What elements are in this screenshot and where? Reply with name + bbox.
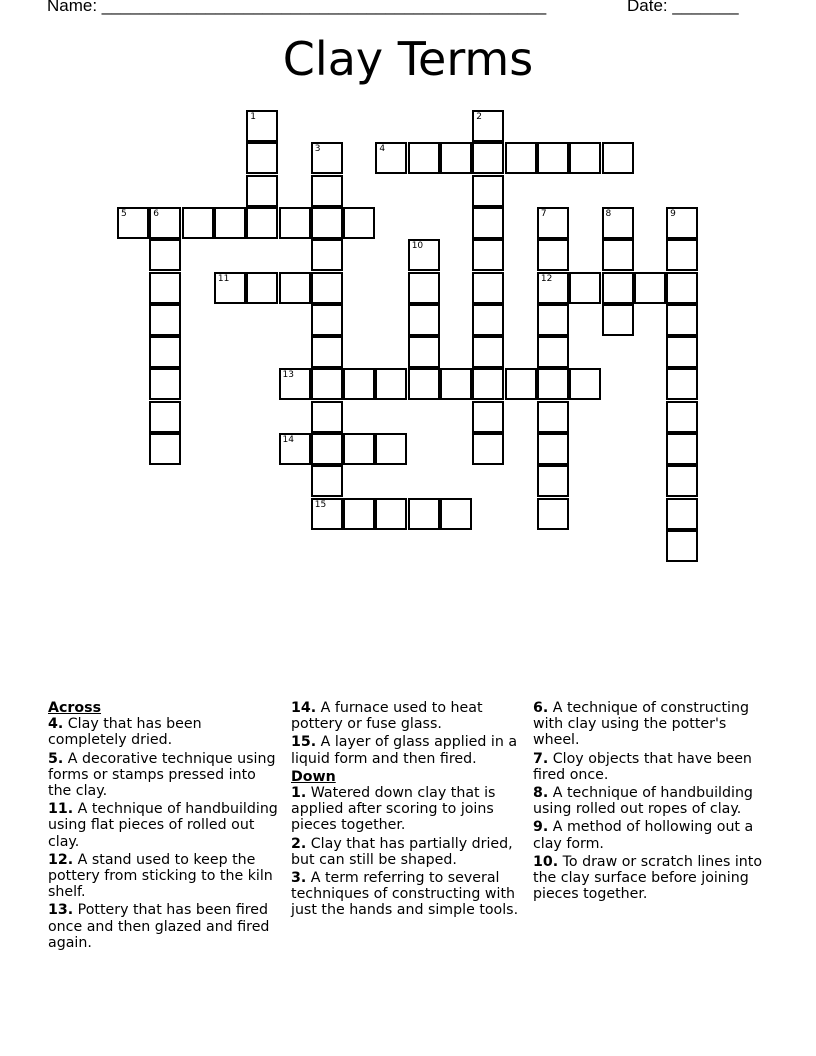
clue-text: A technique of constructing with clay using the potter's wheel. <box>533 700 749 749</box>
grid-cell[interactable] <box>537 336 569 368</box>
grid-cell[interactable] <box>343 368 375 400</box>
grid-cell[interactable] <box>311 433 343 465</box>
clue-text: A furnace used to heat pottery or fuse glass. <box>291 700 483 733</box>
grid-cell[interactable] <box>408 336 440 368</box>
grid-cell[interactable] <box>634 272 666 304</box>
clue-number: 3. <box>291 870 307 887</box>
grid-cell[interactable] <box>279 207 311 239</box>
grid-cell[interactable] <box>440 368 472 400</box>
cell-number: 4 <box>379 144 386 155</box>
clue-number: 8. <box>533 785 549 802</box>
grid-cell[interactable] <box>666 207 698 239</box>
cell-number: 5 <box>121 208 127 219</box>
date-field[interactable]: Date: _______ <box>627 0 739 15</box>
grid-cell[interactable] <box>311 272 343 304</box>
grid-cell[interactable] <box>311 465 343 497</box>
grid-cell[interactable] <box>246 207 278 239</box>
grid-cell[interactable] <box>666 272 698 304</box>
grid-cell[interactable] <box>375 433 407 465</box>
clue-number: 12. <box>48 851 74 868</box>
grid-cell[interactable] <box>279 433 311 465</box>
grid-cell[interactable] <box>537 239 569 271</box>
cell-number: 8 <box>605 208 612 219</box>
grid-cell[interactable] <box>149 401 181 433</box>
clue-text: A stand used to keep the pottery from sticking to the kiln shelf. <box>48 851 273 901</box>
grid-cell[interactable] <box>537 368 569 400</box>
clue-14 <box>291 700 529 732</box>
grid-cell[interactable] <box>408 272 440 304</box>
clue-2 <box>291 836 529 868</box>
grid-cell[interactable] <box>505 368 537 400</box>
grid-cell[interactable] <box>311 336 343 368</box>
grid-cell[interactable] <box>537 142 569 174</box>
clue-text: A technique of handbuilding using flat pieces of rolled out clay. <box>48 801 278 850</box>
clue-8 <box>533 785 773 817</box>
grid-cell[interactable] <box>472 207 504 239</box>
cell-number: 13 <box>282 370 294 381</box>
grid-cell[interactable] <box>246 175 278 207</box>
clue-15 <box>291 734 529 766</box>
clue-number: 7. <box>533 750 549 767</box>
cell-number: 7 <box>540 208 547 219</box>
clue-3 <box>291 870 529 919</box>
grid-cell[interactable] <box>472 239 504 271</box>
clue-text: A layer of glass applied in a liquid form and then fired. <box>291 734 518 767</box>
page-title: Clay Terms <box>282 32 534 86</box>
clue-11 <box>48 801 283 850</box>
clue-number: 15. <box>291 734 317 751</box>
grid-cell[interactable] <box>149 207 181 239</box>
clue-4 <box>48 716 283 748</box>
grid-cell[interactable] <box>569 142 601 174</box>
grid-cell[interactable] <box>666 401 698 433</box>
grid-cell[interactable] <box>343 207 375 239</box>
grid-cell[interactable] <box>246 272 278 304</box>
clue-number: 13. <box>48 902 74 919</box>
grid-cell[interactable] <box>440 498 472 530</box>
grid-cell[interactable] <box>472 272 504 304</box>
grid-cell[interactable] <box>117 207 149 239</box>
clue-number: 1. <box>291 785 307 802</box>
grid-cell[interactable] <box>311 207 343 239</box>
grid-cell[interactable] <box>537 272 569 304</box>
grid-cell[interactable] <box>472 368 504 400</box>
cell-number: 3 <box>314 144 321 155</box>
grid-cell[interactable] <box>440 142 472 174</box>
grid-cell[interactable] <box>311 142 343 174</box>
grid-cell[interactable] <box>375 142 407 174</box>
grid-cell[interactable] <box>602 272 634 304</box>
grid-cell[interactable] <box>149 433 181 465</box>
grid-cell[interactable] <box>472 433 504 465</box>
clue-1 <box>291 785 529 834</box>
grid-cell[interactable] <box>311 239 343 271</box>
clue-number: 4. <box>48 716 64 733</box>
clue-10 <box>533 854 773 903</box>
clue-7 <box>533 751 773 783</box>
grid-cell[interactable] <box>537 433 569 465</box>
clues-column-2 <box>291 700 529 921</box>
grid-cell[interactable] <box>311 175 343 207</box>
grid-cell[interactable] <box>214 272 246 304</box>
grid-cell[interactable] <box>537 401 569 433</box>
grid-cell[interactable] <box>375 368 407 400</box>
clue-text: Pottery that has been fired once and then glazed and fired again. <box>48 902 270 951</box>
grid-cell[interactable] <box>246 110 278 142</box>
clue-number: 9. <box>533 819 549 836</box>
cell-number: 9 <box>670 208 676 219</box>
grid-cell[interactable] <box>408 142 440 174</box>
grid-cell[interactable] <box>311 304 343 336</box>
grid-cell[interactable] <box>408 368 440 400</box>
clue-6 <box>533 700 773 749</box>
grid-cell[interactable] <box>537 207 569 239</box>
grid-cell[interactable] <box>666 465 698 497</box>
clue-5 <box>48 751 283 800</box>
grid-cell[interactable] <box>666 433 698 465</box>
across-heading: Across <box>48 700 102 716</box>
clue-12 <box>48 852 283 901</box>
grid-cell[interactable] <box>666 239 698 271</box>
grid-cell[interactable] <box>375 498 407 530</box>
grid-cell[interactable] <box>472 110 504 142</box>
grid-cell[interactable] <box>472 304 504 336</box>
grid-cell[interactable] <box>472 175 504 207</box>
grid-cell[interactable] <box>408 498 440 530</box>
grid-cell[interactable] <box>182 207 214 239</box>
grid-cell[interactable] <box>149 368 181 400</box>
clue-number: 5. <box>48 750 64 767</box>
grid-cell[interactable] <box>472 401 504 433</box>
grid-cell[interactable] <box>569 368 601 400</box>
grid-cell[interactable] <box>311 401 343 433</box>
clue-text: Clay that has been completely dried. <box>48 716 202 749</box>
grid-cell[interactable] <box>602 239 634 271</box>
grid-cell[interactable] <box>472 142 504 174</box>
grid-cell[interactable] <box>537 498 569 530</box>
cell-number: 12 <box>540 273 553 284</box>
grid-cell[interactable] <box>343 498 375 530</box>
grid-cell[interactable] <box>408 304 440 336</box>
cell-number: 11 <box>217 273 230 284</box>
clue-13 <box>48 902 283 951</box>
clue-text: Cloy objects that have been fired once. <box>533 750 752 783</box>
grid-cell[interactable] <box>666 336 698 368</box>
clue-text: A method of hollowing out a clay form. <box>533 819 754 852</box>
grid-cell[interactable] <box>666 304 698 336</box>
clues-column-1 <box>48 700 283 953</box>
grid-cell[interactable] <box>666 498 698 530</box>
clue-number: 2. <box>291 835 307 852</box>
grid-cell[interactable] <box>149 239 181 271</box>
cell-number: 14 <box>282 435 294 445</box>
clue-text: A term referring to several techniques of constructing with just the hands and simple tools. <box>291 870 519 919</box>
cell-number: 1 <box>250 112 256 122</box>
clue-number: 6. <box>533 700 549 716</box>
grid-cell[interactable] <box>343 433 375 465</box>
grid-cell[interactable] <box>149 336 181 368</box>
clue-text: Watered down clay that is applied after scoring to joins pieces together. <box>291 785 496 834</box>
grid-cell[interactable] <box>149 272 181 304</box>
clue-number: 10. <box>533 853 559 870</box>
grid-cell[interactable] <box>149 304 181 336</box>
name-field[interactable]: Name: _______________________________________________ <box>47 0 547 15</box>
grid-cell[interactable] <box>311 368 343 400</box>
cell-number: 2 <box>476 112 483 122</box>
grid-cell[interactable] <box>602 304 634 336</box>
grid-cell[interactable] <box>537 465 569 497</box>
clue-text: A decorative technique using forms or stamps pressed into the clay. <box>48 750 276 800</box>
grid-cell[interactable] <box>279 272 311 304</box>
clue-text: Clay that has partially dried, but can still be shaped. <box>291 835 513 868</box>
cell-number: 10 <box>411 241 424 252</box>
grid-cell[interactable] <box>311 498 343 530</box>
grid-cell[interactable] <box>569 272 601 304</box>
clue-number: 14. <box>291 700 317 716</box>
grid-cell[interactable] <box>472 336 504 368</box>
clue-text: To draw or scratch lines into the clay surface before joining pieces together. <box>533 853 763 903</box>
grid-cell[interactable] <box>666 530 698 562</box>
grid-cell[interactable] <box>505 142 537 174</box>
clues-column-3 <box>533 700 773 904</box>
clue-9 <box>533 819 773 851</box>
clue-number: 11. <box>48 801 74 818</box>
clue-text: A technique of handbuilding using rolled out ropes of clay. <box>533 785 753 818</box>
grid-cell[interactable] <box>408 239 440 271</box>
grid-cell[interactable] <box>537 304 569 336</box>
grid-cell[interactable] <box>279 368 311 400</box>
grid-cell[interactable] <box>602 207 634 239</box>
cell-number: 6 <box>153 208 160 219</box>
grid-cell[interactable] <box>602 142 634 174</box>
grid-cell[interactable] <box>666 368 698 400</box>
down-heading: Down <box>291 768 336 785</box>
grid-cell[interactable] <box>246 142 278 174</box>
cell-number: 15 <box>314 499 327 510</box>
grid-cell[interactable] <box>214 207 246 239</box>
